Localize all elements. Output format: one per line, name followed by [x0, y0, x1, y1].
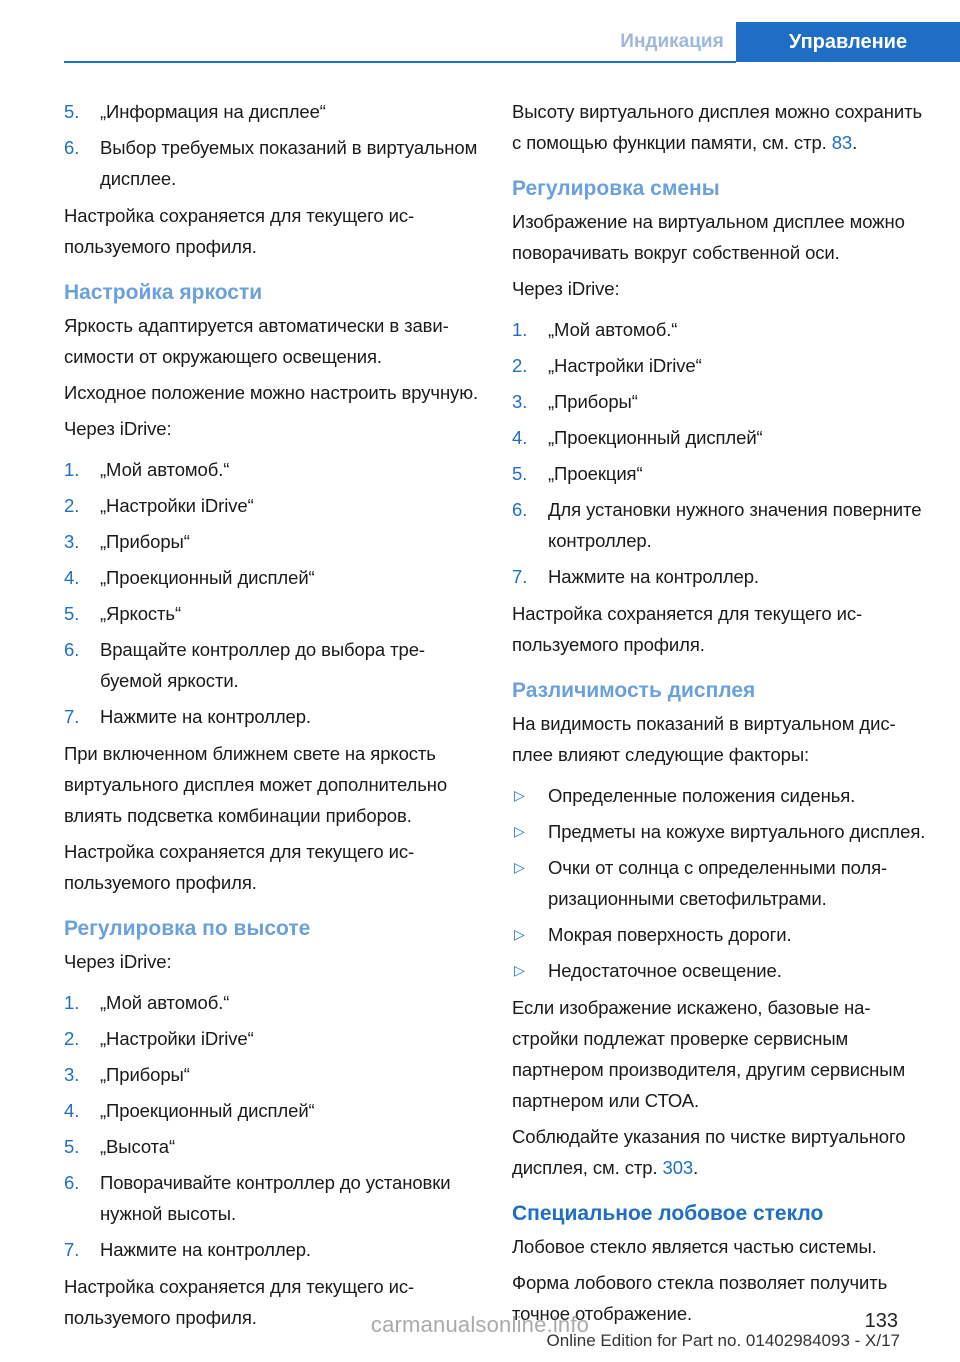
- paragraph: Форма лобового стекла позволяет получить точное отображение.: [512, 1272, 888, 1324]
- list-number: 7.: [64, 706, 80, 727]
- triangle-bullet-icon: ▷: [514, 823, 525, 839]
- right-column: [512, 96, 928, 1334]
- list-item: [512, 314, 928, 345]
- list-item: [64, 1023, 480, 1054]
- list-item: [64, 1167, 480, 1229]
- list-item: [64, 490, 480, 521]
- page-reference-link[interactable]: 303: [662, 1157, 694, 1178]
- triangle-bullet-icon: ▷: [514, 787, 525, 803]
- brightness-steps-list: [64, 454, 480, 732]
- list-text: „Информация на дисплее“: [100, 101, 326, 122]
- memory-paragraph: [512, 96, 928, 158]
- saved-note: Настройка сохраняется для текущего используемого профиля.: [64, 1276, 415, 1328]
- list-text: Нажмите на контроллер.: [100, 706, 311, 727]
- list-number: 3.: [64, 531, 80, 552]
- list-item: [64, 454, 480, 485]
- list-text: „Проекционный дисплей“: [100, 1100, 315, 1121]
- list-number: 3.: [512, 391, 528, 412]
- list-text: Для установки нужного значения поверните контроллер.: [548, 499, 922, 551]
- list-item: [64, 1234, 480, 1265]
- list-text: Нажмите на контроллер.: [100, 1239, 311, 1260]
- list-item: [512, 422, 928, 453]
- height-steps-list: [64, 987, 480, 1265]
- list-number: 2.: [64, 1028, 80, 1049]
- list-text: Недостаточное освещение.: [548, 960, 782, 981]
- via-idrive-label: Через iDrive:: [64, 951, 172, 972]
- list-item: [64, 1131, 480, 1162]
- list-item: [64, 526, 480, 557]
- list-number: 2.: [512, 355, 528, 376]
- paragraph: Если изображение искажено, базовые настройки подлежат проверке сервисным партнером производителя, другим сервисным партнером или СТОА.: [512, 997, 906, 1111]
- heading-visibility: Различимость дисплея: [512, 679, 756, 702]
- rotation-steps-list: [512, 314, 928, 592]
- list-text: „Мой автомоб.“: [100, 992, 230, 1013]
- factors-list: [512, 780, 928, 986]
- list-number: 6.: [512, 499, 528, 520]
- paragraph: Яркость адаптируется автоматически в зависимости от окружающего освещения.: [64, 315, 449, 367]
- tab-indication[interactable]: Индикация: [620, 31, 724, 52]
- list-number: 5.: [64, 603, 80, 624]
- list-text: „Настройки iDrive“: [100, 1028, 254, 1049]
- edition-footer: Online Edition for Part no. 01402984093 - X/17: [546, 1331, 900, 1350]
- list-text: „Высота“: [100, 1136, 176, 1157]
- list-item: [64, 598, 480, 629]
- list-number: 4.: [64, 1100, 80, 1121]
- list-item: [64, 701, 480, 732]
- paragraph: На видимость показаний в виртуальном дисплее влияют следующие факторы:: [512, 713, 896, 765]
- list-text: Предметы на кожухе виртуального дисплея.: [548, 821, 926, 842]
- page-reference-link[interactable]: 83: [831, 132, 853, 153]
- list-number: 1.: [64, 459, 80, 480]
- list-number: 3.: [64, 1064, 80, 1085]
- triangle-bullet-icon: ▷: [514, 926, 525, 942]
- header-tabs: [608, 22, 960, 62]
- list-text: „Мой автомоб.“: [548, 319, 678, 340]
- list-item: [512, 350, 928, 381]
- list-item: [512, 955, 928, 986]
- saved-note: Настройка сохраняется для текущего используемого профиля.: [512, 603, 863, 655]
- heading-rotation: Регулировка смены: [512, 177, 720, 200]
- header-divider: [64, 61, 736, 63]
- list-number: 7.: [64, 1239, 80, 1260]
- via-idrive-label: Через iDrive:: [64, 418, 172, 439]
- paragraph: Исходное положение можно настроить вручную.: [64, 382, 479, 403]
- list-number: 1.: [512, 319, 528, 340]
- list-item: [512, 494, 928, 556]
- list-number: 2.: [64, 495, 80, 516]
- list-item: [64, 96, 480, 127]
- list-item: [512, 458, 928, 489]
- list-item: [512, 919, 928, 950]
- list-number: 1.: [64, 992, 80, 1013]
- heading-windshield: Специальное лобовое стекло: [512, 1202, 824, 1225]
- list-item: [512, 780, 928, 811]
- memory-text: Высоту виртуального дисплея можно сохранить с помощью функции памяти, см. стр.: [512, 101, 922, 153]
- list-number: 4.: [64, 567, 80, 588]
- list-text: „Настройки iDrive“: [548, 355, 702, 376]
- list-text: Определенные положения сиденья.: [548, 785, 856, 806]
- saved-note: Настройка сохраняется для текущего используемого профиля.: [64, 841, 415, 893]
- list-text: „Проекционный дисплей“: [548, 427, 763, 448]
- watermark: carmanualsonline.info: [370, 1312, 590, 1337]
- list-item: [64, 1095, 480, 1126]
- paragraph: Изображение на виртуальном дисплее можно поворачивать вокруг собственной оси.: [512, 211, 905, 263]
- list-text: Поворачивайте контроллер до установки нужной высоты.: [100, 1172, 451, 1224]
- list-item: [64, 634, 480, 696]
- list-text: „Настройки iDrive“: [100, 495, 254, 516]
- list-number: 4.: [512, 427, 528, 448]
- tab-control[interactable]: Управление: [736, 22, 960, 62]
- list-number: 5.: [64, 1136, 80, 1157]
- list-number: 6.: [64, 137, 80, 158]
- list-text: „Проекция“: [548, 463, 643, 484]
- list-item: [512, 852, 928, 914]
- list-text: Очки от солнца с определенными поляризационными светофильтрами.: [548, 857, 888, 909]
- list-text: Нажмите на контроллер.: [548, 566, 759, 587]
- list-item: [64, 562, 480, 593]
- list-text: Выбор требуемых показаний в виртуальном дисплее.: [100, 137, 478, 189]
- list-number: 6.: [64, 1172, 80, 1193]
- list-text: „Проекционный дисплей“: [100, 567, 315, 588]
- list-item: [64, 987, 480, 1018]
- list-number: 5.: [512, 463, 528, 484]
- cleaning-paragraph: [512, 1121, 928, 1183]
- saved-note: Настройка сохраняется для текущего используемого профиля.: [64, 205, 415, 257]
- list-item: [512, 386, 928, 417]
- heading-brightness: Настройка яркости: [64, 281, 263, 304]
- paragraph: При включенном ближнем свете на яркость виртуального дисплея может дополнительно влиять подсветка комбинации приборов.: [64, 743, 448, 826]
- page-number: 133: [864, 1310, 898, 1332]
- list-number: 6.: [64, 639, 80, 660]
- heading-height: Регулировка по высоте: [64, 917, 311, 940]
- list-text: „Приборы“: [100, 1064, 190, 1085]
- cleaning-text: Соблюдайте указания по чистке виртуального дисплея, см. стр.: [512, 1126, 906, 1178]
- list-text: „Приборы“: [548, 391, 638, 412]
- list-text: Вращайте контроллер до выбора требуемой яркости.: [100, 639, 426, 691]
- list-text: „Приборы“: [100, 531, 190, 552]
- list-item: [64, 1059, 480, 1090]
- triangle-bullet-icon: ▷: [514, 859, 525, 875]
- list-item: [512, 561, 928, 592]
- memory-suffix: .: [852, 132, 858, 153]
- list-text: „Мой автомоб.“: [100, 459, 230, 480]
- list-item: [64, 132, 480, 194]
- list-text: Мокрая поверхность дороги.: [548, 924, 792, 945]
- list-item: [512, 816, 928, 847]
- intro-list: [64, 96, 480, 194]
- cleaning-suffix: .: [693, 1157, 699, 1178]
- list-text: „Яркость“: [100, 603, 182, 624]
- list-number: 5.: [64, 101, 80, 122]
- triangle-bullet-icon: ▷: [514, 962, 525, 978]
- list-number: 7.: [512, 566, 528, 587]
- left-column: [64, 96, 480, 1338]
- via-idrive-label: Через iDrive:: [512, 278, 620, 299]
- paragraph: Лобовое стекло является частью системы.: [512, 1236, 877, 1257]
